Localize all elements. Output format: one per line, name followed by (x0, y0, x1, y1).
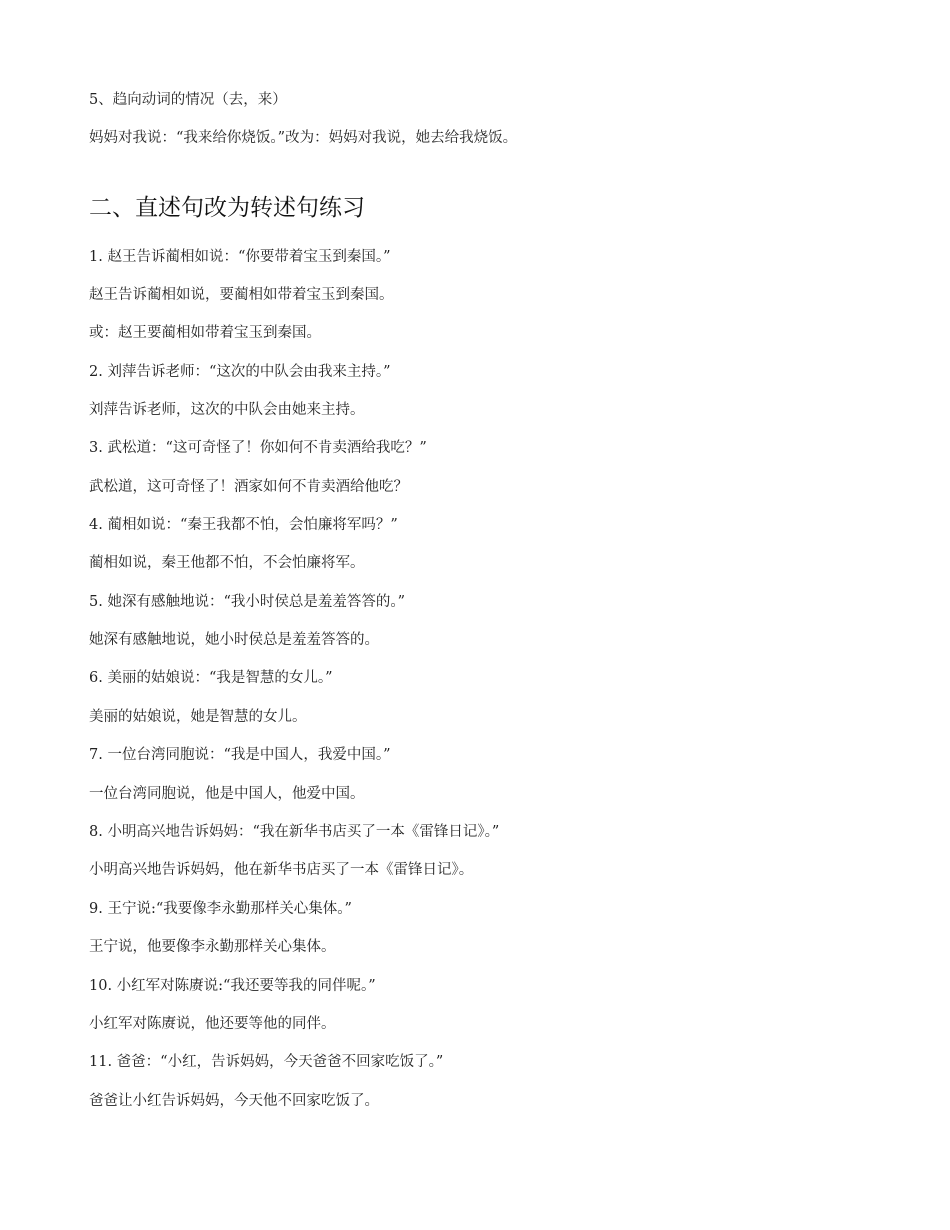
exercise-line: 3. 武松道：“这可奇怪了！你如何不肯卖酒给我吃？” (89, 440, 427, 456)
exercise-line: 1. 赵王告诉蔺相如说：“你要带着宝玉到秦国。” (89, 249, 391, 265)
exercise-line: 小明高兴地告诉妈妈，他在新华书店买了一本《雷锋日记》。 (89, 862, 474, 878)
intro-example: 妈妈对我说：“我来给你烧饭。”改为：妈妈对我说，她去给我烧饭。 (89, 130, 518, 146)
exercise-line: 9. 王宁说:“我要像李永勤那样关心集体。” (89, 901, 352, 917)
intro-title: 5、趋向动词的情况（去，来） (89, 92, 287, 108)
exercise-line: 11. 爸爸：“小红，告诉妈妈，今天爸爸不回家吃饭了。” (89, 1054, 444, 1070)
exercise-line: 爸爸让小红告诉妈妈，今天他不回家吃饭了。 (89, 1093, 379, 1109)
exercise-line: 7. 一位台湾同胞说：“我是中国人，我爱中国。” (89, 747, 391, 763)
section-heading: 二、直述句改为转述句练习 (89, 195, 365, 221)
exercise-line: 蔺相如说，秦王他都不怕，不会怕廉将军。 (89, 555, 365, 571)
exercise-line: 美丽的姑娘说，她是智慧的女儿。 (89, 709, 307, 725)
exercise-line: 一位台湾同胞说，他是中国人，他爱中国。 (89, 786, 365, 802)
exercise-line: 小红军对陈赓说，他还要等他的同伴。 (89, 1016, 336, 1032)
exercise-line: 刘萍告诉老师，这次的中队会由她来主持。 (89, 402, 365, 418)
exercise-line: 武松道，这可奇怪了！酒家如何不肯卖酒给他吃？ (89, 479, 408, 495)
exercise-line: 5. 她深有感触地说：“我小时侯总是羞羞答答的。” (89, 594, 406, 610)
exercise-line: 2. 刘萍告诉老师：“这次的中队会由我来主持。” (89, 364, 391, 380)
exercise-line: 6. 美丽的姑娘说：“我是智慧的女儿。” (89, 670, 333, 686)
exercise-line: 4. 蔺相如说：“秦王我都不怕，会怕廉将军吗？” (89, 517, 398, 533)
exercise-line: 王宁说，他要像李永勤那样关心集体。 (89, 939, 336, 955)
exercise-line: 8. 小明高兴地告诉妈妈：“我在新华书店买了一本《雷锋日记》。” (89, 824, 500, 840)
exercise-line: 或：赵王要蔺相如带着宝玉到秦国。 (89, 325, 321, 341)
exercise-line: 她深有感触地说，她小时侯总是羞羞答答的。 (89, 632, 379, 648)
exercise-line: 赵王告诉蔺相如说，要蔺相如带着宝玉到秦国。 (89, 287, 394, 303)
exercise-line: 10. 小红军对陈赓说:“我还要等我的同伴呢。” (89, 978, 376, 994)
